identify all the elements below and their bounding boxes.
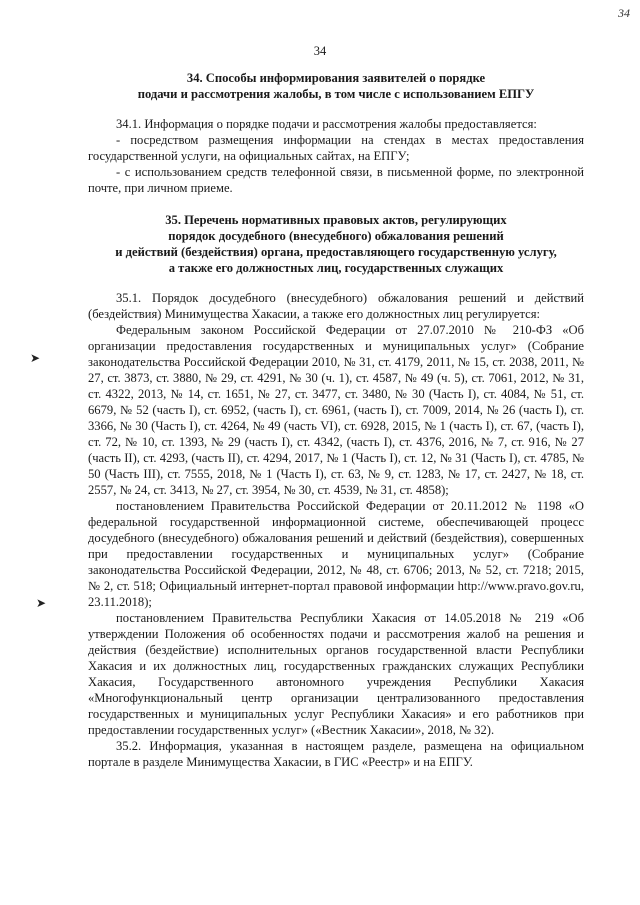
section-35-heading (88, 212, 584, 276)
section-34-heading (88, 70, 584, 102)
paragraph: 35.2. Информация, указанная в настоящем разделе, размещена на официальном портале в разделе Минимущества Хакасии, в ГИС «Реестр» и на ЕПГУ. (88, 739, 584, 769)
paragraph: 34.1. Информация о порядке подачи и рассмотрения жалобы предоставляется: (116, 117, 537, 131)
paragraph: - с использованием средств телефонной связи, в письменной форме, по электронной почте, при личном приеме. (88, 165, 584, 195)
document-body (88, 70, 584, 770)
margin-arrow-mark: ➤ (36, 596, 47, 610)
heading-line: 34. Способы информирования заявителей о порядке (186, 71, 486, 85)
corner-page-mark: 34 (618, 6, 630, 20)
heading-line: а также его должностных лиц, государственных служащих (168, 261, 504, 275)
heading-line: 35. Перечень нормативных правовых актов, регулирующих (165, 213, 507, 227)
paragraph: постановлением Правительства Республики Хакасия от 14.05.2018 № 219 «Об утверждении Положения об особенностях подачи и рассмотрения жалоб на решения и действия (бездействие) исполнительных органов государственной власти Республики Хакасия и их должностных лиц, государственных гражданских служащих Республики Хакасия, Государственного автономного учреждения Республики Хакасия «Многофункциональный центр организации централизованного предоставления государственных и муниципальных услуг Республики Хакасия» и его работников при предоставлении государственных услуг» («Вестник Хакасии», 2018, № 32). (88, 611, 584, 737)
heading-line: подачи и рассмотрения жалобы, в том числе с использованием ЕПГУ (137, 87, 535, 101)
paragraph: постановлением Правительства Российской Федерации от 20.11.2012 № 1198 «О федеральной государственной информационной системе, обеспечивающей процесс досудебного (внесудебного) обжалования решений и действий (бездействия), совершенных при предоставлении государственных и муниципальных услуг» (Собрание законодательства Российской Федерации, 2012, № 48, ст. 6706; 2013, № 52, ст. 7218; 2015, № 2, ст. 518; Официальный интернет-портал правовой информации http://www.pravo.gov.ru, 23.11.2018); (88, 499, 584, 609)
page-number: 34 (313, 44, 327, 58)
paragraph: Федеральным законом Российской Федерации от 27.07.2010 № 210-ФЗ «Об организации предоставления государственных и муниципальных услуг» (Собрание законодательства Российской Федерации 2010, № 31, ст. 4179, 2011, № 15, ст. 2038, 2011, № 27, ст. 3873, ст. 3880, № 29, ст. 4291, № 30 (ч. 1), ст. 4587, № 49 (ч. 5), ст. 7061, 2012, № 31, ст. 4322, 2013, № 14, ст. 1651, № 27, ст. 3477, ст. 3480, № 30 (Часть I), ст. 4084, № 51, ст. 6679, № 52 (часть I), ст. 6952, (часть I), ст. 6961, (часть I), ст. 7009, 2014, № 26 (часть I), ст. 3366, № 30 (Часть I), ст. 4264, № 49 (часть VI), ст. 6928, 2015, № 1 (часть I), ст. 67, (часть I), ст. 72, № 10, ст. 1393, № 29 (часть I), ст. 4342, (часть I), ст. 4376, 2016, № 7, ст. 916, № 27 (часть II), ст. 4293, (часть II), ст. 4294, 2017, № 1 (Часть I), ст. 12, № 31 (Часть I), ст. 4785, № 50 (Часть III), ст. 7555, 2018, № 1 (Часть I), ст. 63, № 9, ст. 1283, № 17, ст. 2427, № 18, ст. 2557, № 24, ст. 3413, № 27, ст. 3954, № 30, ст. 4539, № 31, ст. 4858); (88, 323, 584, 497)
paragraph: - посредством размещения информации на стендах в местах предоставления государственной услуги, на официальных сайтах, на ЕПГУ; (88, 133, 584, 163)
heading-line: порядок досудебного (внесудебного) обжалования решений (168, 229, 504, 243)
heading-line: и действий (бездействия) органа, предоставляющего государственную услугу, (115, 245, 557, 259)
margin-arrow-mark: ➤ (30, 351, 41, 365)
paragraph: 35.1. Порядок досудебного (внесудебного) обжалования решений и действий (бездействия) Минимущества Хакасии, а также его должностных лиц регулируется: (88, 291, 584, 321)
